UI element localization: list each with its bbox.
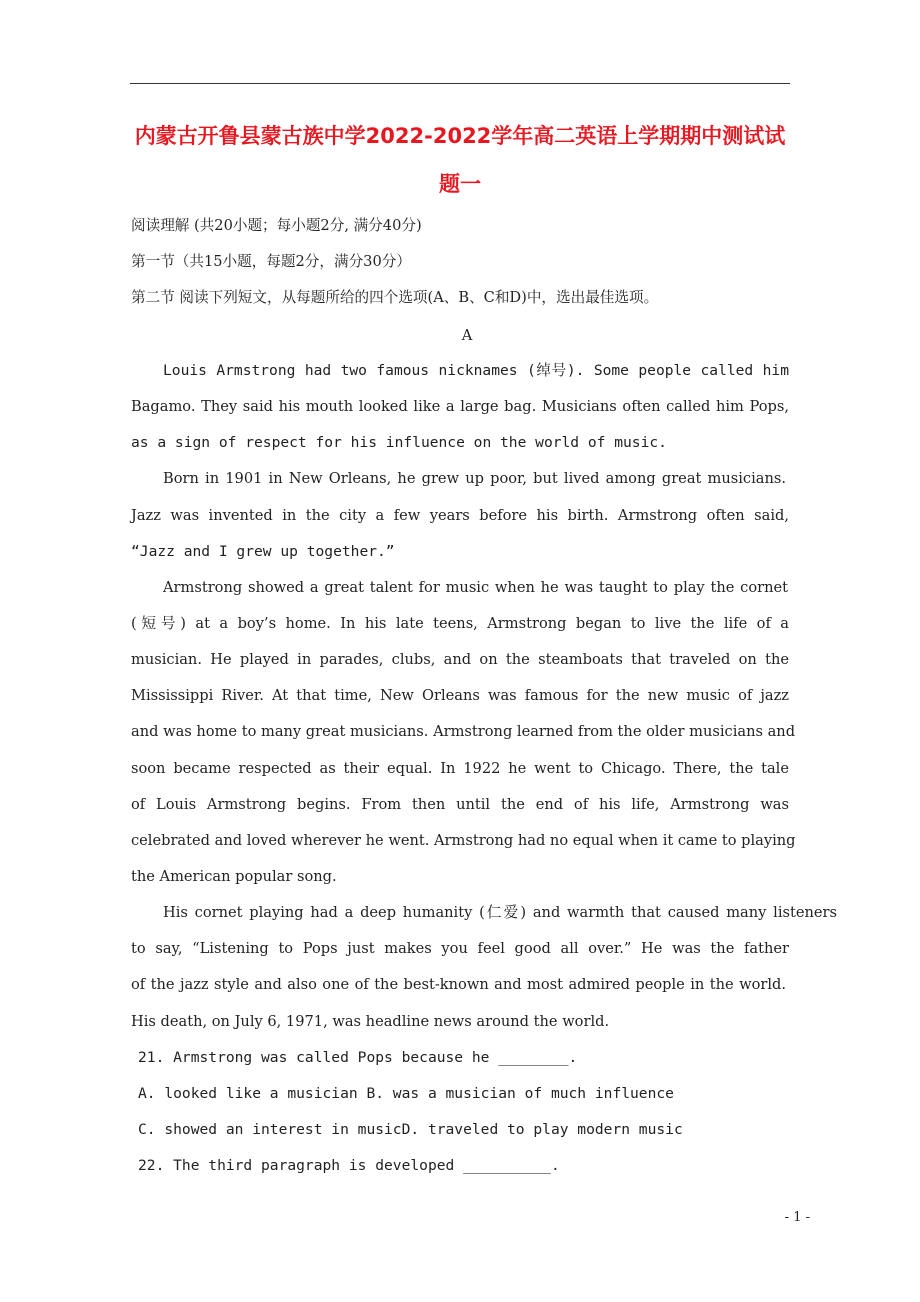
question-21-options-cd: C. showed an interest in musicD. traveled to play modern music [138,1121,683,1138]
passage-line: His death, on July 6, 1971, was headline news around the world. [131,1013,610,1030]
passage-line: Bagamo. They said his mouth looked like a large bag. Musicians often called him Pops, [131,398,789,415]
passage-line: celebrated and loved wherever he went. Armstrong had no equal when it came to playing [131,832,796,849]
passage-line: “Jazz and I grew up together.” [131,543,395,560]
passage-line: Louis Armstrong had two famous nicknames (绰号). Some people called him [163,362,789,379]
passage-line: Mississippi River. At that time, New Orleans was famous for the new music of jazz [131,687,789,704]
passage-line: as a sign of respect for his influence on the world of music. [131,434,667,451]
instruction-part-two: 第二节 阅读下列短文，从每题所给的四个选项(A、B、C和D)中，选出最佳选项。 [131,289,659,306]
passage-line: the American popular song. [131,868,337,885]
instruction-reading-section: 阅读理解 (共20小题；每小题2分, 满分40分) [131,217,422,234]
passage-line: (短号) at a boy’s home. In his late teens, Armstrong began to live the life of a [131,615,789,632]
passage-line: musician. He played in parades, clubs, and on the steamboats that traveled on the [131,651,789,668]
passage-line: and was home to many great musicians. Armstrong learned from the older musicians and [131,723,796,740]
passage-line: His cornet playing had a deep humanity (仁爱) and warmth that caused many listeners [163,904,837,921]
document-title-continued: 题一 [439,172,481,196]
question-22-stem: 22. The third paragraph is developed __________. [138,1157,560,1174]
passage-label: A [461,327,473,344]
passage-line: of the jazz style and also one of the best-known and most admired people in the world. [131,976,786,993]
question-21-stem: 21. Armstrong was called Pops because he ________. [138,1049,578,1066]
passage-line: of Louis Armstrong begins. From then until the end of his life, Armstrong was [131,796,789,813]
document-title: 内蒙古开鲁县蒙古族中学2022-2022学年高二英语上学期期中测试试 [134,124,786,148]
passage-line: Armstrong showed a great talent for music when he was taught to play the cornet [163,579,788,596]
passage-line: to say, “Listening to Pops just makes you feel good all over.” He was the father [131,940,789,957]
passage-line: Jazz was invented in the city a few years before his birth. Armstrong often said, [131,507,789,524]
question-21-options-ab: A. looked like a musician B. was a musician of much influence [138,1085,674,1102]
passage-line: Born in 1901 in New Orleans, he grew up poor, but lived among great musicians. [163,470,786,487]
instruction-part-one: 第一节（共15小题，每题2分，满分30分） [131,253,411,270]
page-number: - 1 - [784,1210,810,1225]
passage-line: soon became respected as their equal. In 1922 he went to Chicago. There, the tale [131,760,789,777]
header-rule [130,83,790,84]
